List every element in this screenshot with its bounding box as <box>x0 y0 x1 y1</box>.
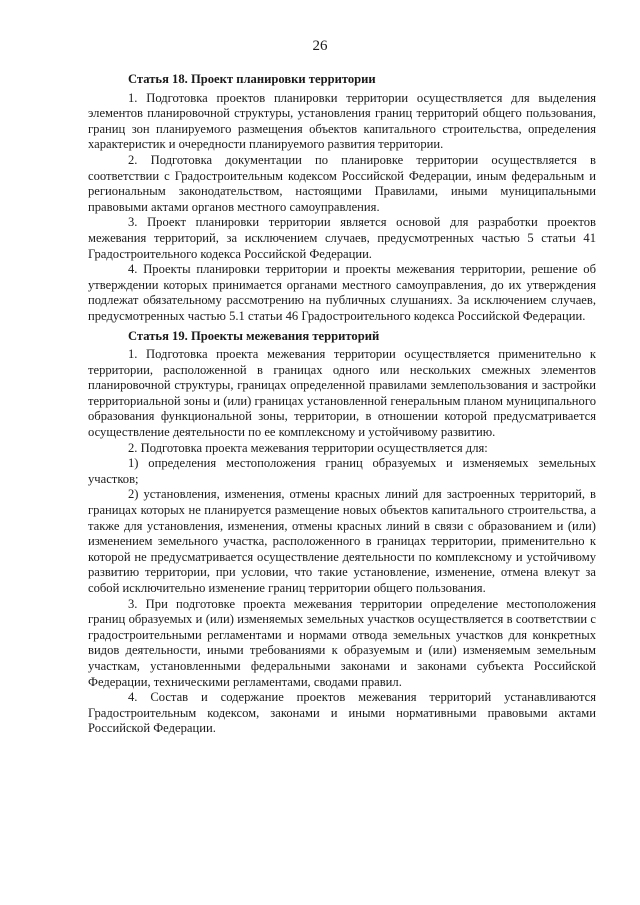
article-title: Статья 19. Проекты межевания территорий <box>128 328 380 343</box>
article-paragraph: 1. Подготовка проекта межевания территории осуществляется применительно к территории, расположенной в границах одного или нескольких смежных элементов планировочной структуры, границах определенной правилами землепользования и застройки территориальной зоны и (или) границах установленной генеральным планом муниципального образования функциональной зоны, территории, в отношении которой предусматривается осуществление деятельности по ее комплексному и устойчивому развитию. <box>88 347 596 440</box>
page-number: 26 <box>312 38 328 54</box>
article-list-item: 2) установления, изменения, отмены красных линий для застроенных территорий, в границах которых не планируется размещение новых объектов капитального строительства, а также для установления, изменения, отмены красных линий в связи с образованием и (или) изменением земельного участка, расположенного в границах территории, применительно к которой не предусматривается осуществление деятельности по комплексному и устойчивому развитию территории, при условии, что такие установление, изменение, отмена влекут за собой исключительно изменение границ территории общего пользования. <box>88 487 596 595</box>
article-list-item: 1) определения местоположения границ образуемых и изменяемых земельных участков; <box>88 456 596 486</box>
article-19 <box>88 329 596 737</box>
article-paragraph: 4. Проекты планировки территории и проекты межевания территории, решение об утверждении которых принимается органами местного самоуправления, до их утверждения подлежат обязательному рассмотрению на публичных слушаниях. За исключением случаев, предусмотренных частью 5.1 статьи 46 Градостроительного кодекса Российской Федерации. <box>88 262 596 323</box>
article-paragraph: 4. Состав и содержание проектов межевания территорий устанавливаются Градостроительным кодексом, законами и иными нормативными правовыми актами Российской Федерации. <box>88 690 596 736</box>
article-paragraph: 2. Подготовка документации по планировке территории осуществляется в соответствии с Градостроительным кодексом Российской Федерации, иным федеральным и региональным законодательством, настоящими Правилами, иными муниципальными правовыми актами органов местного самоуправления. <box>88 152 596 214</box>
document-body <box>88 68 596 737</box>
article-title: Статья 18. Проект планировки территории <box>128 72 376 86</box>
article-paragraph: 3. При подготовке проекта межевания территории определение местоположения границ образуемых и (или) изменяемых земельных участков осуществляется в соответствии с градостроительными регламентами и нормами отвода земельных участков для конкретных видов деятельности, иными требованиями к образуемым и (или) изменяемым земельным участкам, установленными федеральными законами и законами субъекта Российской Федерации, техническими регламентами, сводами правил. <box>88 596 596 689</box>
article-paragraph: 3. Проект планировки территории является основой для разработки проектов межевания территорий, за исключением случаев, предусмотренных частью 5 статьи 41 Градостроительного кодекса Российской Федерации. <box>88 215 596 261</box>
article-18 <box>88 72 596 325</box>
article-paragraph: 2. Подготовка проекта межевания территории осуществляется для: <box>128 440 488 455</box>
article-paragraph: 1. Подготовка проектов планировки территории осуществляется для выделения элементов планировочной структуры, установления границ территорий общего пользования, границ зон планируемого размещения объектов капитального строительства, определения характеристик и очередности планируемого развития территории. <box>88 90 596 152</box>
